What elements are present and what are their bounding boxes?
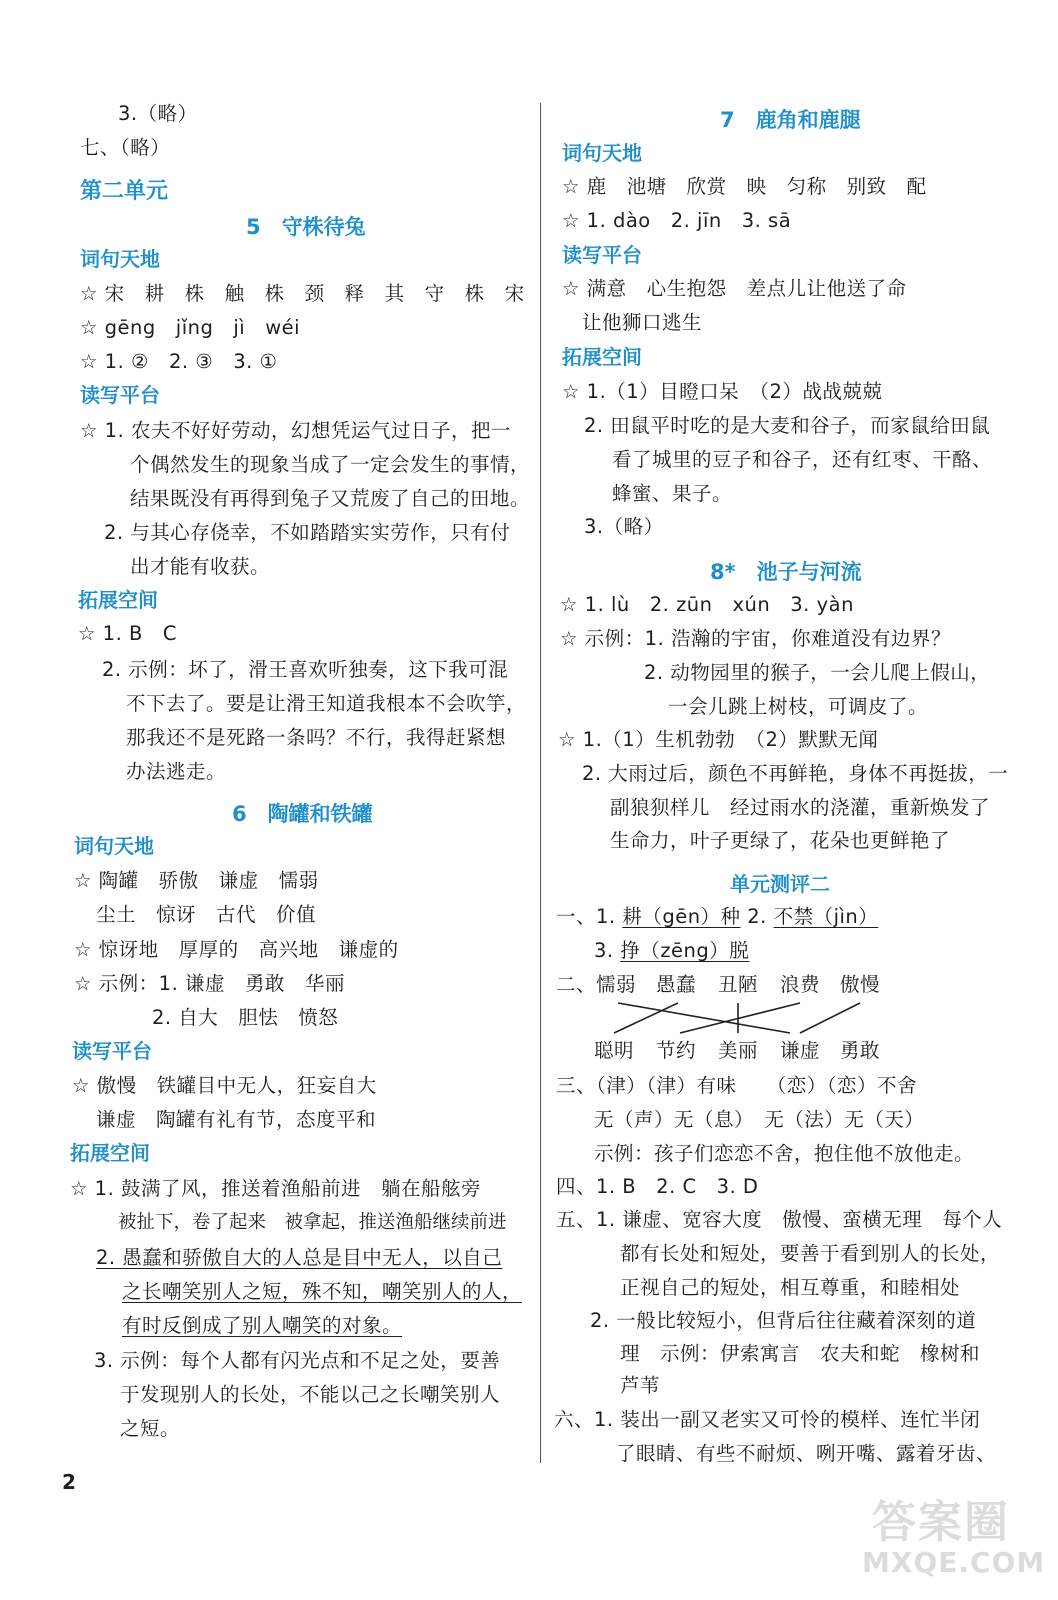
- answer-line: 副狼狈样儿 经过雨水的浇灌，重新焕发了: [610, 796, 991, 819]
- answer-line: ☆ gēng jǐng jì wéi: [80, 316, 301, 339]
- section-heading: 词句天地: [80, 247, 160, 271]
- answer-line: 个偶然发生的现象当成了一定会发生的事情，: [130, 453, 531, 476]
- answer-line: 理 示例：伊索寓言 农夫和蛇 橡树和: [620, 1342, 981, 1365]
- answer-line: 有时反倒成了别人嘲笑的对象。: [122, 1314, 403, 1337]
- answer-line: 2. 大雨过后，颜色不再鲜艳，身体不再挺拔，一: [582, 762, 1009, 785]
- match-word-bottom: 聪明: [594, 1039, 635, 1062]
- answer-line: ☆ 宋 耕 株 触 株 颈 释 其 守 株 宋: [80, 282, 525, 305]
- answer-line: 三、（津）（津）有味 （恋）（恋）不舍: [556, 1074, 918, 1097]
- match-word-bottom: 勇敢: [840, 1039, 881, 1062]
- answer-line: ☆ 1. 农夫不好好劳动，幻想凭运气过日子，把一: [80, 419, 511, 442]
- section-heading: 拓展空间: [78, 588, 158, 612]
- section-heading: 读写平台: [72, 1039, 152, 1063]
- answer-line: 无（声）无（息） 无（法）无（天）: [594, 1108, 925, 1131]
- section-heading: 词句天地: [74, 834, 154, 858]
- answer-line: 不下去了。要是让滑王知道我根本不会吹竽，: [126, 692, 527, 715]
- underlined-answer: 耕（gēn）种: [622, 905, 741, 928]
- match-word-bottom: 节约: [656, 1039, 697, 1062]
- answer-line: 蜂蜜、果子。: [612, 482, 733, 505]
- answer-line: 六、1. 装出一副又老实又可怜的模样、连忙半闭: [554, 1408, 981, 1431]
- answer-line: 尘土 惊讶 古代 价值: [96, 903, 317, 926]
- item-label: 2.: [747, 905, 767, 928]
- match-word-bottom: 美丽: [718, 1039, 759, 1062]
- answer-line: 谦虚 陶罐有礼有节，态度平和: [96, 1108, 377, 1131]
- underlined-answer: 不禁（jìn）: [773, 905, 879, 928]
- answer-line: 看了城里的豆子和谷子，还有红枣、干酪、: [612, 448, 993, 471]
- match-word-top: 丑陋: [718, 973, 759, 996]
- answer-line: ☆ 1. 鼓满了风，推送着渔船前进 躺在船舷旁: [70, 1177, 481, 1200]
- lesson-title: 8* 池子与河流: [710, 560, 862, 584]
- lesson-title: 7 鹿角和鹿腿: [720, 108, 861, 132]
- item-label: 3.: [594, 939, 614, 962]
- answer-line: 被扯下，卷了起来 被拿起，推送渔船继续前进: [118, 1212, 507, 1233]
- answer-line: 3. 示例：每个人都有闪光点和不足之处，要善: [94, 1349, 501, 1372]
- watermark-logo: [862, 1480, 1046, 1590]
- answer-line: ☆ 1. ② 2. ③ 3. ①: [80, 350, 278, 373]
- answer-line: 2. 愚蠢和骄傲自大的人总是目中无人，以自己: [96, 1246, 503, 1269]
- item-label: 二、: [556, 973, 597, 996]
- lesson-title: 5 守株待兔: [246, 215, 366, 239]
- item-label: 一、1.: [556, 905, 616, 928]
- match-word-top: 浪费: [780, 973, 821, 996]
- answer-line: ☆ 1.（1）目瞪口呆 （2）战战兢兢: [562, 380, 883, 403]
- answer-line: ☆ 傲慢 铁罐目中无人，狂妄自大: [72, 1074, 377, 1097]
- answer-line: 2. 田鼠平时吃的是大麦和谷子，而家鼠给田鼠: [584, 414, 991, 437]
- answer-line: 一会儿跳上树枝，可调皮了。: [668, 695, 929, 718]
- answer-line: 示例：孩子们恋恋不舍，抱住他不放他走。: [594, 1142, 975, 1165]
- answer-line: 出才能有收获。: [130, 555, 271, 578]
- matching-lines: [560, 995, 880, 1040]
- match-word-top: 傲慢: [840, 973, 881, 996]
- answer-line: 芦苇: [620, 1374, 661, 1397]
- answer-line: 七、（略）: [80, 136, 171, 159]
- answer-line: 让他狮口逃生: [582, 311, 703, 334]
- answer-line: 生命力，叶子更绿了，花朵也更鲜艳了: [610, 829, 951, 852]
- underlined-answer: 挣（zēng）脱: [620, 939, 750, 962]
- answer-line: 2. 示例：坏了，滑王喜欢听独奏，这下我可混: [102, 658, 509, 681]
- answer-line: 那我还不是死路一条吗？不行，我得赶紧想: [126, 726, 507, 749]
- answer-line: [556, 902, 878, 932]
- answer-line: 正视自己的短处，相互尊重，和睦相处: [620, 1276, 961, 1299]
- answer-line: 结果既没有再得到兔子又荒废了自己的田地。: [130, 487, 531, 510]
- section-heading: 拓展空间: [562, 345, 642, 369]
- lesson-title: 6 陶罐和铁罐: [232, 802, 373, 826]
- answer-line: 之短。: [120, 1417, 181, 1440]
- watermark-url: MXQE.COM: [862, 1546, 1046, 1579]
- answer-line: 3.（略）: [584, 515, 664, 538]
- column-divider: [540, 103, 541, 1463]
- answer-line: ☆ 1.（1）生机勃勃 （2）默默无闻: [558, 728, 879, 751]
- answer-line: 2. 动物园里的猴子，一会儿爬上假山，: [644, 661, 991, 684]
- watermark-text: 答案圈: [872, 1497, 1010, 1548]
- answer-line: ☆ 鹿 池塘 欣赏 映 匀称 别致 配: [562, 175, 927, 198]
- test-title: 单元测评二: [730, 872, 830, 896]
- answer-line: 都有长处和短处，要善于看到别人的长处，: [620, 1242, 1001, 1265]
- answer-line: 3.（略）: [118, 102, 198, 125]
- answer-line: ☆ 满意 心生抱怨 差点儿让他送了命: [562, 277, 907, 300]
- unit-heading: 第二单元: [80, 179, 169, 204]
- section-heading: 读写平台: [80, 383, 160, 407]
- answer-line: 五、1. 谦虚、宽容大度 傲慢、蛮横无理 每个人: [556, 1208, 1003, 1231]
- answer-line: ☆ 1. lù 2. zūn xún 3. yàn: [560, 593, 854, 616]
- match-word-bottom: 谦虚: [780, 1039, 821, 1062]
- section-heading: 词句天地: [562, 141, 642, 165]
- answer-line: ☆ 陶罐 骄傲 谦虚 懦弱: [74, 869, 319, 892]
- answer-line: 于发现别人的长处，不能以己之长嘲笑别人: [120, 1383, 501, 1406]
- answer-line: ☆ 1. B C: [78, 622, 177, 645]
- answer-line: ☆ 1. dào 2. jīn 3. sā: [562, 209, 792, 232]
- page-number: 2: [62, 1470, 76, 1494]
- answer-line: 了眼睛、有些不耐烦、咧开嘴、露着牙齿、: [616, 1442, 997, 1465]
- answer-line: ☆ 示例：1. 谦虚 勇敢 华丽: [74, 972, 345, 995]
- answer-line: ☆ 惊讶地 厚厚的 高兴地 谦虚的: [74, 938, 399, 961]
- answer-line: 2. 与其心存侥幸，不如踏踏实实劳作，只有付: [104, 521, 511, 544]
- match-word-top: 懦弱: [596, 973, 637, 996]
- answer-line: 2. 一般比较短小，但背后往往藏着深刻的道: [590, 1309, 977, 1332]
- answer-line: 之长嘲笑别人之短，殊不知，嘲笑别人的人，: [122, 1280, 523, 1303]
- answer-line: ☆ 示例：1. 浩瀚的宇宙，你难道没有边界？: [560, 627, 951, 650]
- section-heading: 拓展空间: [70, 1141, 150, 1165]
- answer-line: 四、1. B 2. C 3. D: [556, 1175, 759, 1198]
- answer-line: 2. 自大 胆怯 愤怒: [152, 1006, 339, 1029]
- answer-line: 办法逃走。: [126, 760, 227, 783]
- match-word-top: 愚蠢: [656, 973, 697, 996]
- answer-line: [594, 936, 749, 966]
- section-heading: 读写平台: [562, 243, 642, 267]
